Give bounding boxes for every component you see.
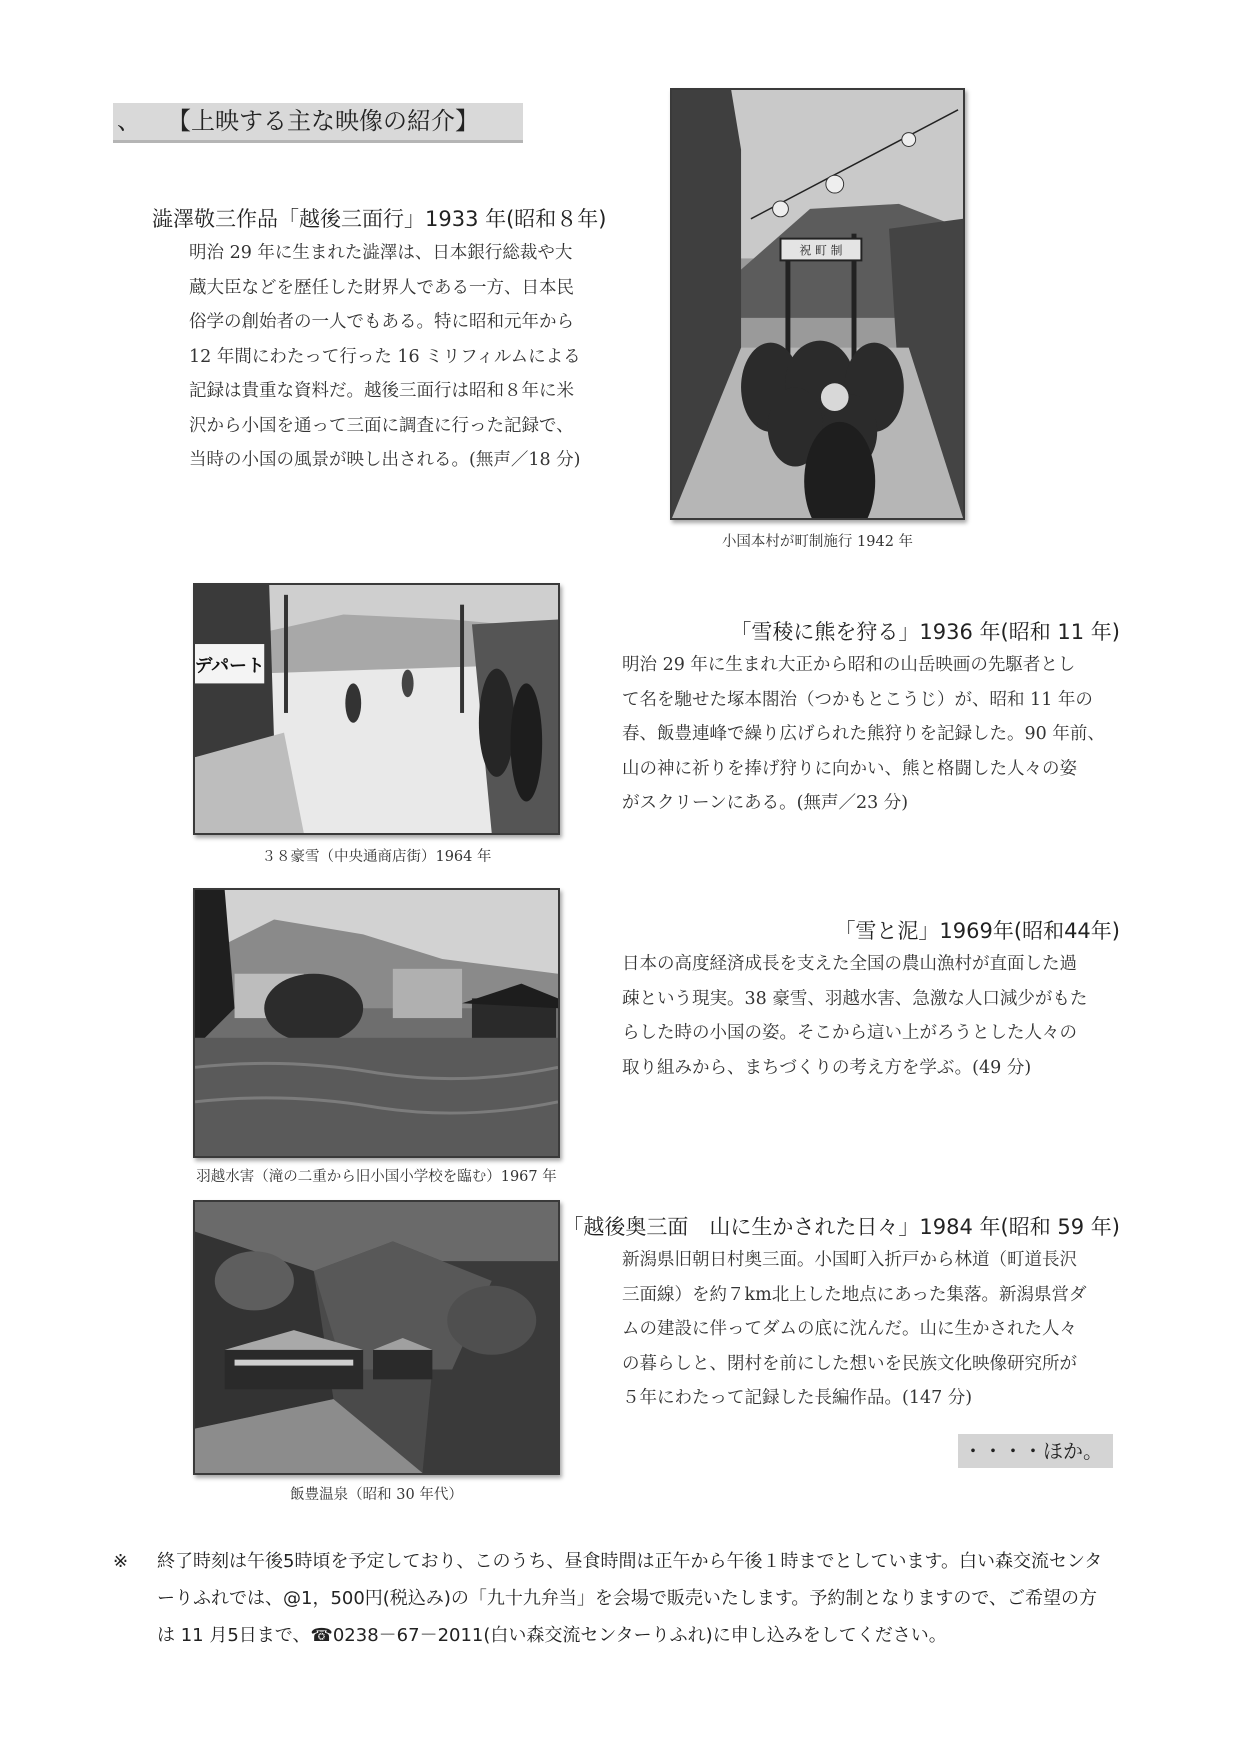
note-line: 終了時刻は午後5時頃を予定しており、このうち、昼食時間は正午から午後１時までとしています。白い森交流センタ — [157, 1551, 1103, 1572]
photo-caption-3: 羽越水害（滝の二重から旧小国小学校を臨む）1967 年 — [196, 1169, 557, 1185]
film-title-1: 澁澤敬三作品「越後三面行」1933 年(昭和８年) — [152, 207, 607, 231]
film-desc-line: 蔵大臣などを歴任した財界人である一方、日本民 — [189, 277, 574, 298]
film-desc-line: 明治 29 年に生まれた澁澤は、日本銀行総裁や大 — [189, 243, 573, 263]
film-desc-4 — [622, 1243, 1087, 1416]
header-mark: 、 — [117, 107, 141, 135]
film-desc-2 — [622, 648, 1105, 821]
film-desc-line: 新潟県旧朝日村奥三面。小国町入折戸から林道（町道長沢 — [622, 1250, 1077, 1270]
film-desc-line: 春、飯豊連峰で繰り広げられた熊狩りを記録した。90 年前、 — [622, 724, 1105, 744]
film-desc-line: 三面線）を約７km北上した地点にあった集落。新潟県営ダ — [622, 1284, 1087, 1305]
photo-heavy-snow-1964 — [193, 583, 560, 835]
film-desc-line: 日本の高度経済成長を支えた全国の農山漁村が直面した過 — [622, 954, 1077, 974]
store-sign-text: デパート — [195, 656, 265, 677]
film-desc-line: 俗学の創始者の一人でもある。特に昭和元年から — [189, 312, 574, 332]
film-desc-line: らした時の小国の姿。そこから這い上がろうとした人々の — [622, 1023, 1077, 1043]
film-desc-line: がスクリーンにある。(無声／23 分) — [622, 793, 909, 813]
note-line: ーりふれでは、@1，500円(税込み)の「九十九弁当」を会場で販売いたします。予約制となりますので、ご希望の方 — [157, 1588, 1098, 1609]
note-mark: ※ — [113, 1551, 129, 1572]
header-title: 【上映する主な映像の紹介】 — [167, 107, 479, 135]
film-desc-line: 12 年間にわたって行った 16 ミリフィルムによる — [189, 346, 581, 367]
photo-caption-4: 飯豊温泉（昭和 30 年代） — [290, 1487, 463, 1503]
photo-parade-1942 — [670, 88, 965, 520]
film-desc-line: 取り組みから、まちづくりの考え方を学ぶ。(49 分) — [622, 1057, 1032, 1078]
film-desc-line: て名を馳せた塚本閤治（つかもとこうじ）が、昭和 11 年の — [622, 689, 1093, 710]
lunch-note — [113, 1543, 1123, 1654]
section-header — [113, 103, 523, 143]
film-desc-line: 明治 29 年に生まれ大正から昭和の山岳映画の先駆者とし — [622, 655, 1076, 675]
photo-caption-1: 小国本村が町制施行 1942 年 — [721, 534, 914, 550]
film-desc-line: 記録は貴重な資料だ。越後三面行は昭和８年に米 — [189, 381, 574, 401]
film-desc-1 — [189, 236, 581, 478]
film-desc-line: 山の神に祈りを捧げ狩りに向かい、熊と格闘した人々の姿 — [622, 758, 1077, 779]
photo-caption-2: ３８豪雪（中央通商店街）1964 年 — [261, 849, 492, 865]
film-title-2: 「雪稜に熊を狩る」1936 年(昭和 11 年) — [730, 620, 1120, 644]
film-desc-line: ５年にわたって記録した長編作品。(147 分) — [622, 1388, 973, 1408]
film-desc-line: 当時の小国の風景が映し出される。(無声／18 分) — [189, 450, 581, 470]
more-films-label: ・・・・ほか。 — [958, 1434, 1113, 1468]
photo-iide-onsen — [193, 1200, 560, 1475]
film-title-3: 「雪と泥」1969年(昭和44年) — [834, 919, 1120, 943]
film-title-4: 「越後奥三面 山に生かされた日々」1984 年(昭和 59 年) — [562, 1215, 1120, 1239]
photo-flood-1967 — [193, 888, 560, 1158]
film-desc-line: 疎という現実。38 豪雪、羽越水害、急激な人口減少がもた — [622, 988, 1088, 1009]
note-line: は 11 月5日まで、☎0238－67－2011(白い森交流センターりふれ)に申し込みをしてください。 — [157, 1625, 947, 1646]
film-desc-line: の暮らしと、閉村を前にした想いを民族文化映像研究所が — [622, 1353, 1077, 1374]
film-desc-line: 沢から小国を通って三面に調査に行った記録で、 — [189, 415, 574, 436]
film-desc-3 — [622, 947, 1087, 1085]
arch-sign-text: 祝 町 制 — [799, 243, 843, 258]
film-desc-line: ムの建設に伴ってダムの底に沈んだ。山に生かされた人々 — [622, 1319, 1077, 1339]
